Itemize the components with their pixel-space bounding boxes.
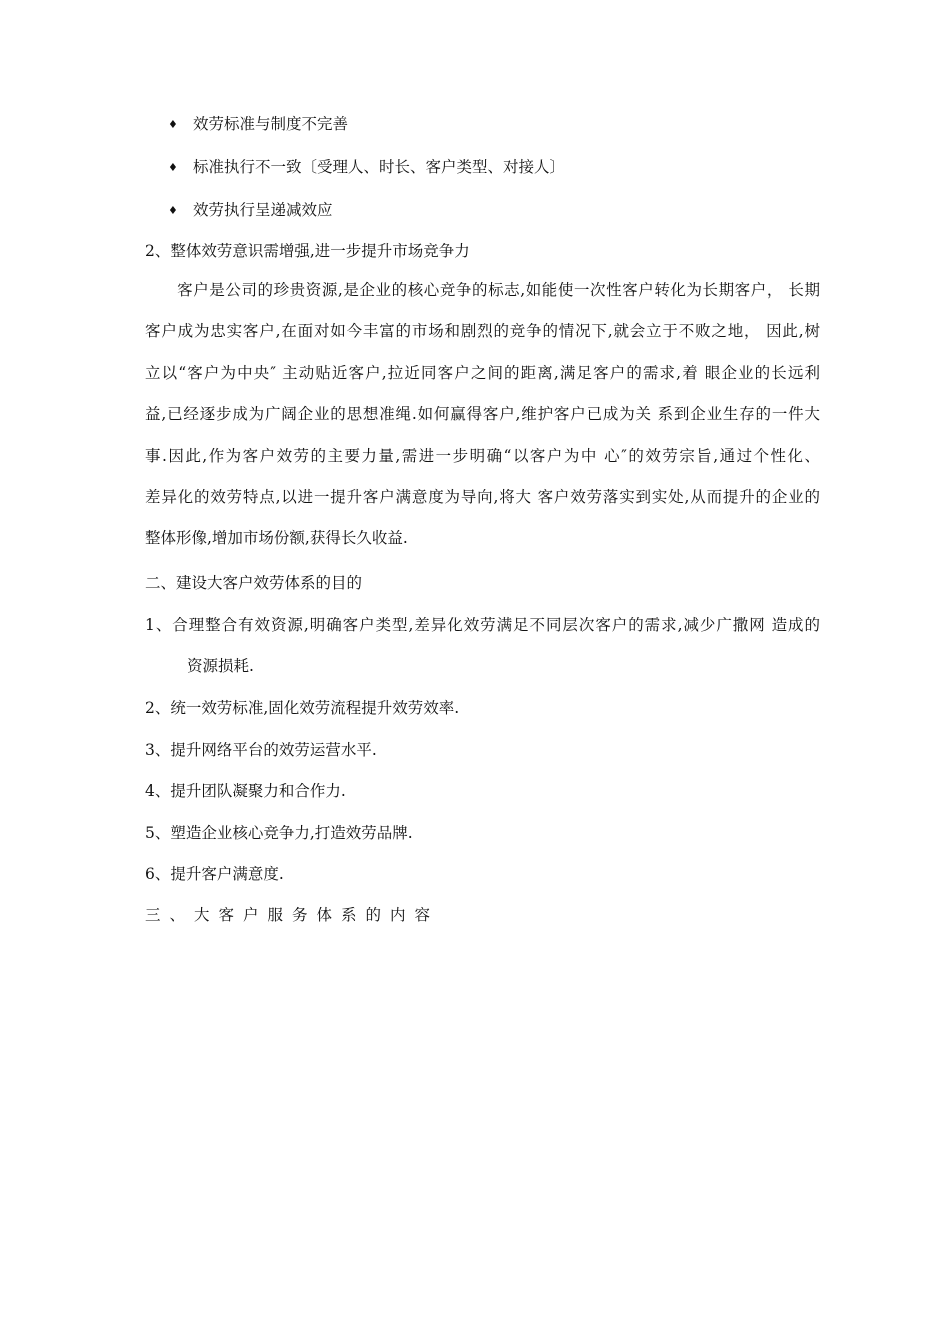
section-3-title: 三、大客户服务体系的内容 <box>145 906 440 924</box>
paragraph-line: 益,已经逐步成为广阔企业的思想准绳.如何赢得客户,维护客户已成为关 系到企业生存的一件大 <box>145 405 820 424</box>
bullet-item-1: 效劳标准与制度不完善 <box>193 115 349 133</box>
paragraph-line: 立以“客户为中央″ 主动贴近客户,拉近同客户之间的距离,满足客户的需求,着 眼企业的长远利 <box>145 363 820 382</box>
paragraph-line: 事.因此,作为客户效劳的主要力量,需进一步明确“以客户为中 心″的效劳宗旨,通过个性化、 <box>145 446 820 465</box>
bullet-diamond-icon: ♦ <box>168 118 178 131</box>
bullet-item-2: 标准执行不一致〔受理人、时长、客户类型、对接人〕 <box>193 158 566 176</box>
goal-item-1: 1、合理整合有效资源,明确客户类型,差异化效劳满足不同层次客户的需求,减少广撒网 造成的 <box>145 616 820 634</box>
section-2-title: 二、建设大客户效劳体系的目的 <box>145 574 363 592</box>
bullet-diamond-icon: ♦ <box>168 161 178 174</box>
goal-item-4: 4、提升团队凝聚力和合作力. <box>145 782 346 800</box>
body-paragraph <box>145 270 820 560</box>
goal-item-5: 5、塑造企业核心竞争力,打造效劳品牌. <box>145 824 413 842</box>
paragraph-line: 整体形像,增加市场份额,获得长久收益. <box>145 529 408 548</box>
numbered-heading-2: 2、整体效劳意识需增强,进一步提升市场竞争力 <box>145 242 470 260</box>
goal-item-3: 3、提升网络平台的效劳运营水平. <box>145 741 377 759</box>
paragraph-line: 差异化的效劳特点,以进一提升客户满意度为导向,将大 客户效劳落实到实处,从而提升的企业的 <box>145 488 820 507</box>
goal-item-1-continued: 资源损耗. <box>187 657 254 675</box>
bullet-item-3: 效劳执行呈递减效应 <box>193 201 333 219</box>
bullet-diamond-icon: ♦ <box>168 204 178 217</box>
goal-item-6: 6、提升客户满意度. <box>145 865 284 883</box>
goal-item-2: 2、统一效劳标准,固化效劳流程提升效劳效率. <box>145 699 460 717</box>
paragraph-line: 客户是公司的珍贵资源,是企业的核心竞争的标志,如能使一次性客户转化为长期客户， 长期 <box>145 281 820 299</box>
paragraph-line: 客户成为忠实客户,在面对如今丰富的市场和剧烈的竞争的情况下,就会立于不败之地， 因此,树 <box>145 322 820 341</box>
